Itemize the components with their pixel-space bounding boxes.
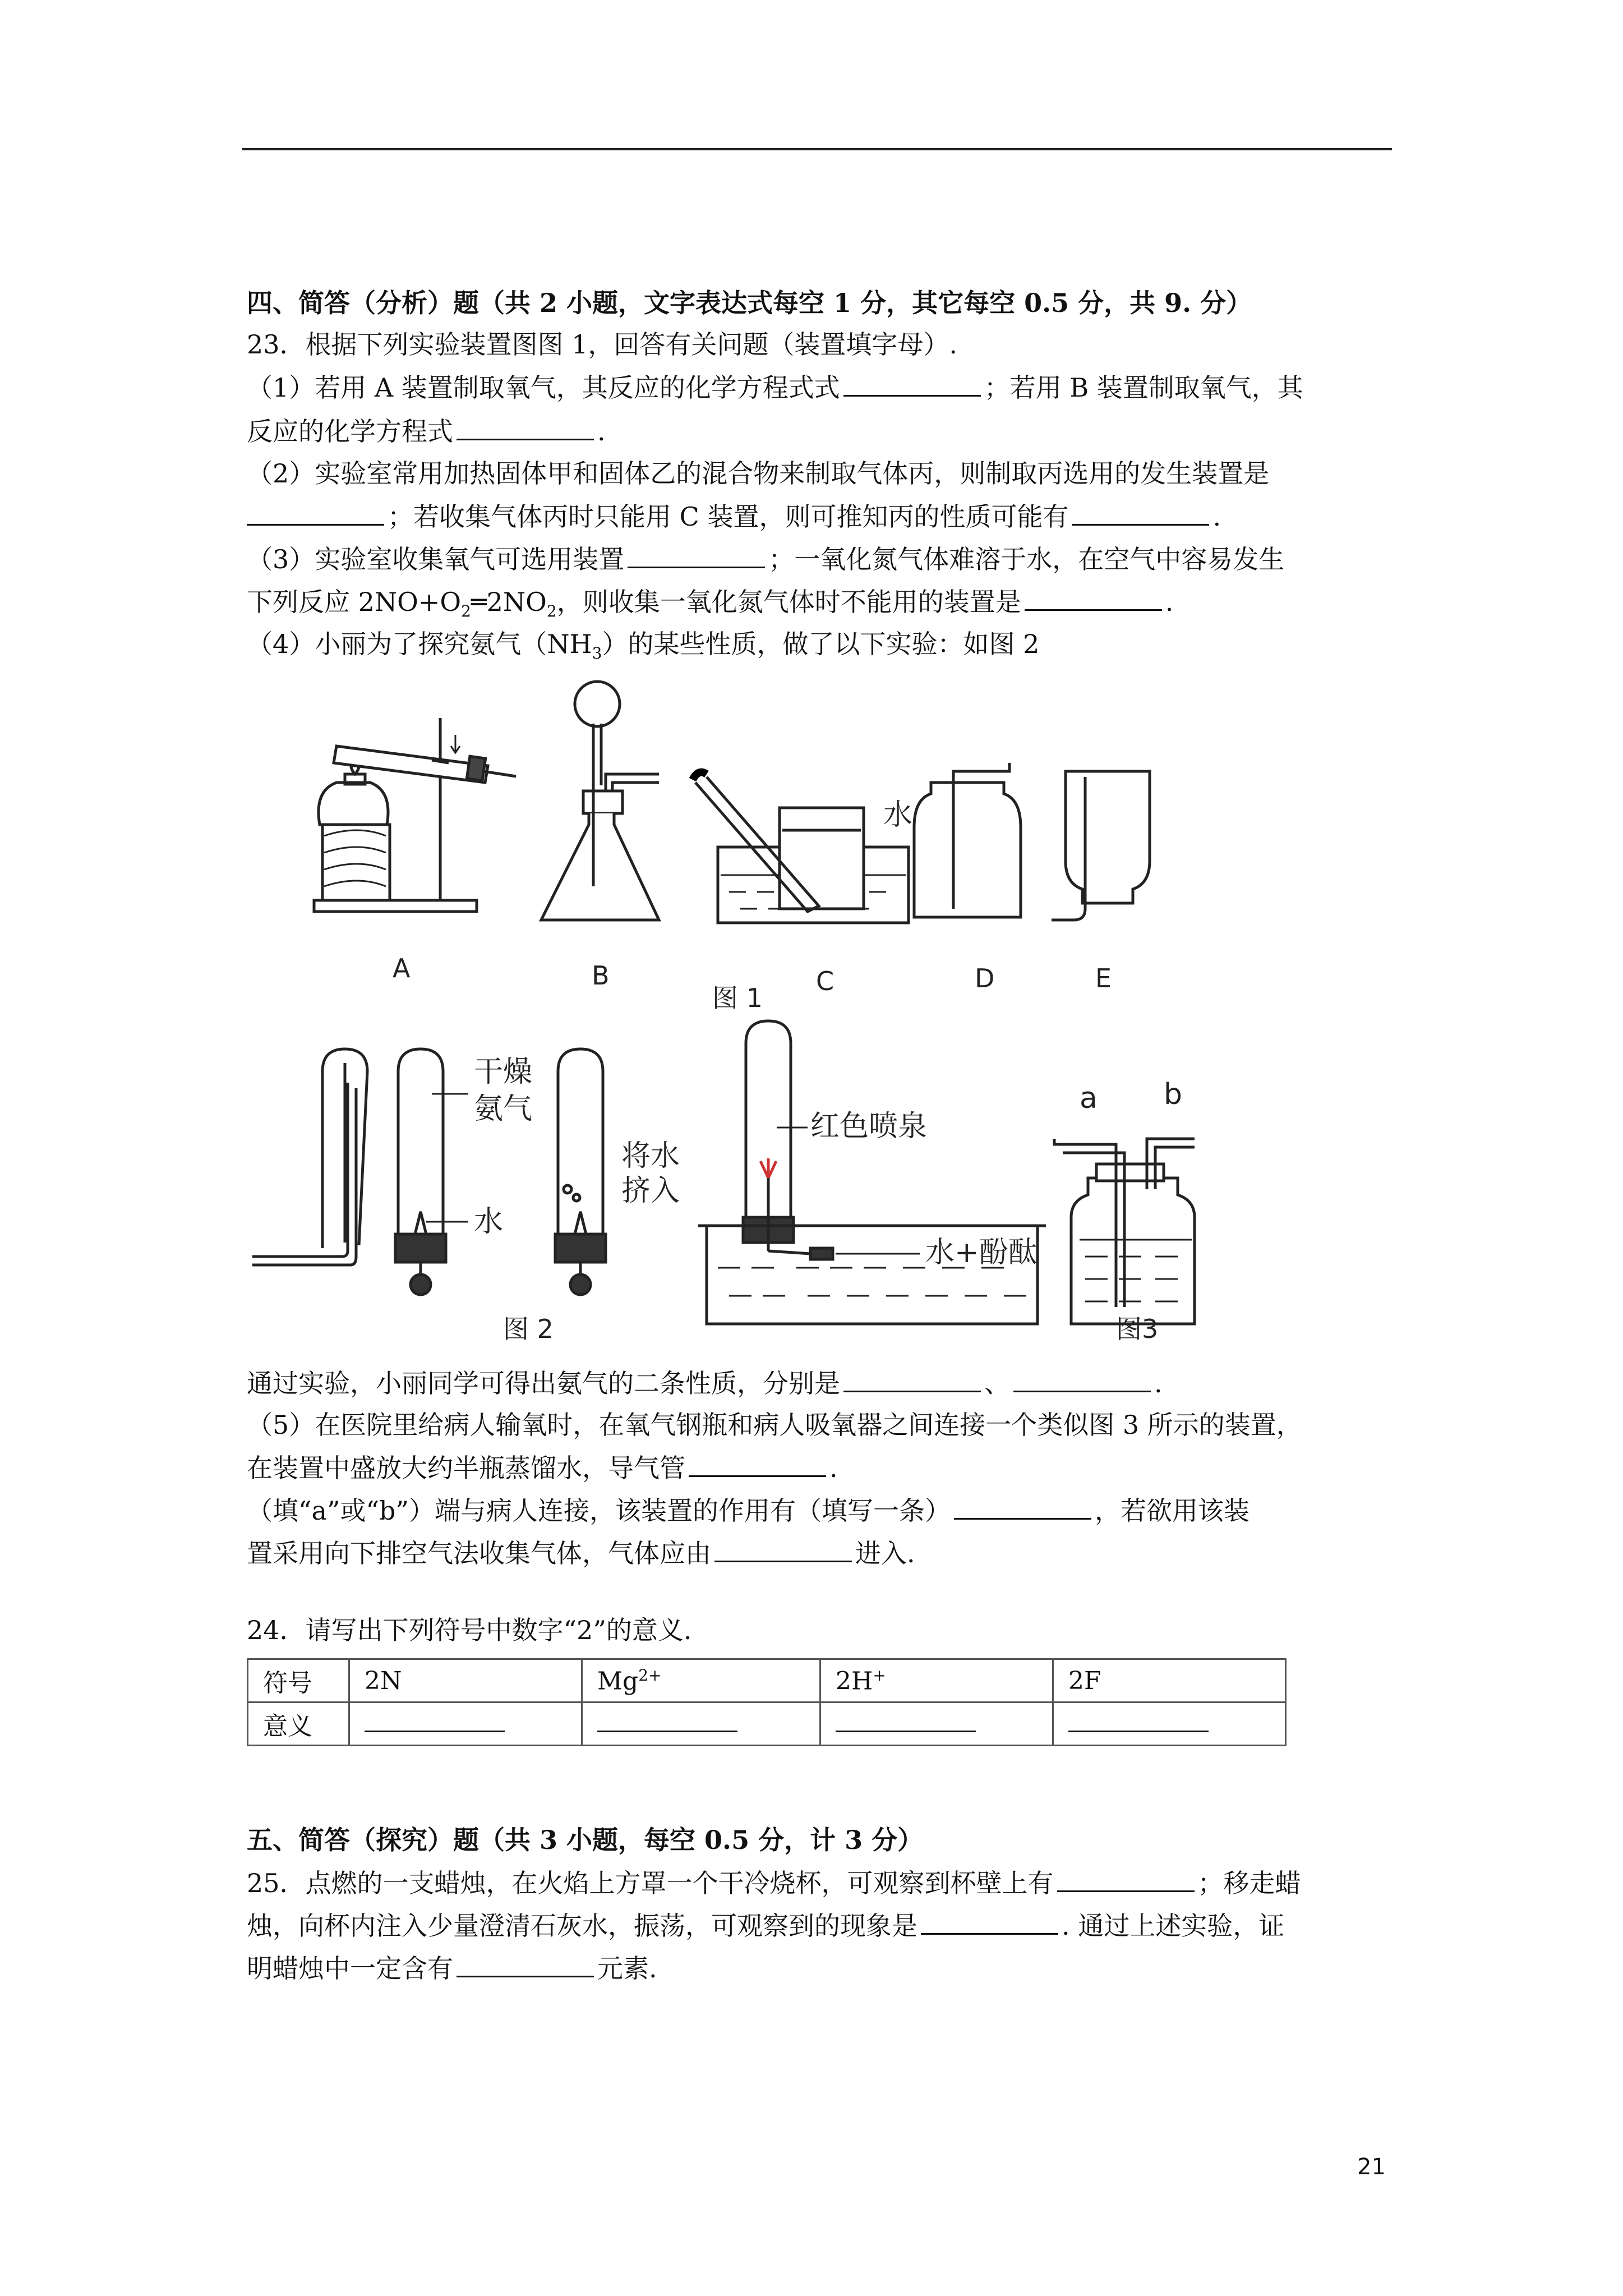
q23-part2-line1: （2）实验室常用加热固体甲和固体乙的混合物来制取气体丙，则制取丙选用的发生装置是 [247,458,1270,489]
anno-squeeze-2: 挤入 [621,1174,680,1208]
table-cell [582,1703,820,1746]
apparatus-d [914,763,1021,917]
anno-water: 水 [474,1205,504,1239]
q23-part3-line2: 下列反应 $2NO+O_2═2NO_2$，则收集一氧化氮气体时不能用的装置是 . [247,585,1173,628]
label-c: C [816,966,834,996]
q25-line3: 明蜡烛中一定含有 元素. [247,1951,657,1985]
table-cell: 2H+ [820,1659,1053,1703]
anno-squeeze-1: 将水 [621,1139,680,1173]
answer-blank[interactable] [689,1451,826,1477]
label-b-tube: b [1164,1078,1183,1111]
label-e: E [1095,963,1112,993]
q23-part1-line1: （1）若用 A 装置制取氧气，其反应的化学方程式式 ；若用 B 装置制取氧气，其 [247,370,1303,404]
label-water-c: 水 [883,798,913,832]
answer-blank[interactable] [457,1951,594,1977]
table-cell: 2F [1053,1659,1286,1703]
q23-conclusion: 通过实验，小丽同学可得出氨气的二条性质，分别是 、 . [247,1366,1163,1400]
q23-part1-line2: 反应的化学方程式 . [247,414,606,448]
answer-blank[interactable] [954,1493,1091,1520]
q23-part5-line3: （填“a”或“b”）端与病人连接，该装置的作用有（填写一条） ，若欲用该装 [247,1493,1249,1527]
answer-blank[interactable] [836,1710,976,1732]
figure-1-caption: 图 1 [712,983,763,1013]
anno-ammonia: 氨气 [474,1092,533,1126]
label-b: B [592,960,610,991]
q25-line2: 烛，向杯内注入少量澄清石灰水，振荡，可观察到的现象是 . 通过上述实验，证 [247,1908,1284,1943]
q23-part3-line1: （3）实验室收集氧气可选用装置 ；一氧化氮气体难溶于水，在空气中容易发生 [247,542,1284,576]
label-a: A [393,953,411,983]
section-5-heading: 五、简答（探究）题（共 3 小题，每空 0.5 分，计 3 分） [247,1825,924,1855]
answer-blank[interactable] [1013,1366,1151,1392]
table-cell [820,1703,1053,1746]
figure-3-caption: 图3 [1116,1314,1159,1344]
answer-blank[interactable] [843,1366,981,1392]
symbol-table [247,1658,1287,1746]
table-cell [349,1703,582,1746]
anno-fountain: 红色喷泉 [810,1110,928,1143]
table-cell [1053,1703,1286,1746]
answer-blank[interactable] [921,1908,1058,1935]
figure-2-tubes [252,1049,606,1295]
anno-phenolphthalein: 水+酚酞 [925,1236,1038,1269]
q23-part5-line1: （5）在医院里给病人输氧时，在氧气钢瓶和病人吸氧器之间连接一个类似图 3 所示的装置， [247,1410,1302,1440]
table-cell: 符号 [248,1659,349,1703]
figure-3-bottle [1054,1139,1195,1324]
answer-blank[interactable] [1068,1710,1209,1732]
apparatus-a [314,718,516,912]
fountain-experiment [698,1021,1046,1324]
q23-part5-line2: 在装置中盛放大约半瓶蒸馏水，导气管 . [247,1451,838,1485]
table-row [248,1659,1286,1703]
q24-intro: 24．请写出下列符号中数字“2”的意义. [247,1615,692,1645]
label-d: D [975,963,995,993]
figure-2-caption: 图 2 [503,1314,554,1344]
section-4-heading: 四、简答（分析）题（共 2 小题，文字表达式每空 1 分，其它每空 0.5 分，共 9. 分） [247,288,1252,318]
label-a-tube: a [1080,1082,1098,1115]
apparatus-e [1052,771,1150,920]
q23-intro: 23．根据下列实验装置图图 1，回答有关问题（装置填字母）. [247,329,958,360]
answer-blank[interactable] [597,1710,737,1732]
q23-part4-line1: （4）小丽为了探究氨气$(NH_3)$的某些性质，做了以下实验：如图 2 [247,629,1040,663]
answer-blank[interactable] [365,1710,505,1732]
q23-part2-line2: ；若收集气体丙时只能用 C 装置，则可推知丙的性质可能有 . [247,499,1221,533]
q23-part5-line4: 置采用向下排空气法收集气体，气体应由 进入. [247,1536,915,1570]
table-cell: 2N [349,1659,582,1703]
table-cell: $Mg^{2+}$ [582,1659,820,1703]
table-row [248,1703,1286,1746]
q25-line1: 25．点燃的一支蜡烛，在火焰上方罩一个干冷烧杯，可观察到杯壁上有 ；移走蜡 [247,1866,1301,1900]
apparatus-c [693,772,909,923]
anno-dry: 干燥 [474,1055,533,1089]
apparatus-b [541,682,659,920]
answer-blank[interactable] [714,1536,852,1562]
answer-blank[interactable] [1057,1866,1195,1892]
table-cell: 意义 [248,1703,349,1746]
page-number: 21 [1357,2154,1386,2180]
